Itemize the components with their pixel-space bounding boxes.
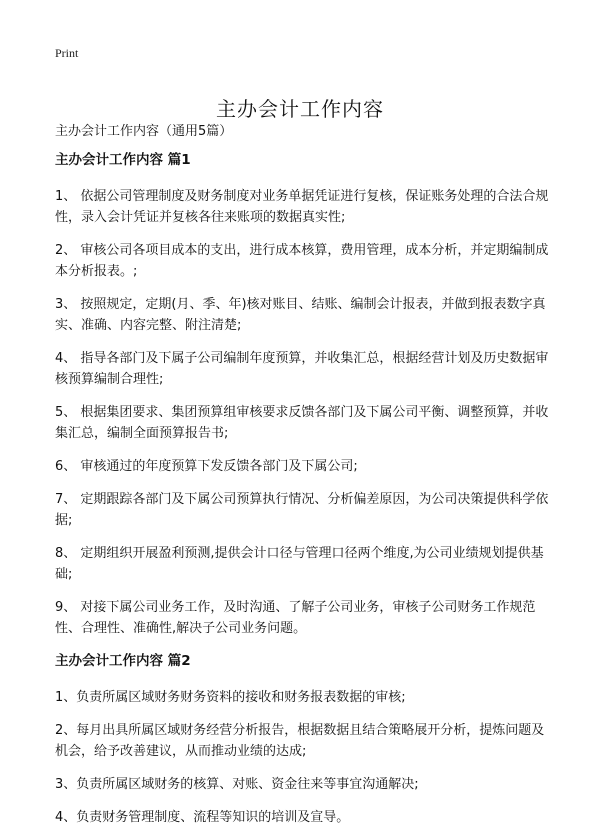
list-item: 3、 按照规定，定期(月、季、年)核对账目、结账、编制会计报表，并做到报表数字真实、准确、内容完整、附注清楚; <box>55 297 546 333</box>
list-item: 2、每月出具所属区域财务经营分析报告，根据数据且结合策略展开分析，提炼问题及机会，给予改善建议，从而推动业绩的达成; <box>55 723 545 759</box>
page-title: 主办会计工作内容 <box>216 97 384 122</box>
list-item: 3、负责所属区域财务的核算、对账、资金往来等事宜沟通解决; <box>55 777 419 792</box>
list-item: 4、负责财务管理制度、流程等知识的培训及宣导。 <box>55 810 350 825</box>
document-body <box>55 150 550 840</box>
list-item: 1、 依据公司管理制度及财务制度对业务单据凭证进行复核，保证账务处理的合法合规性，录入会计凭证并复核各往来账项的数据真实性; <box>55 189 549 225</box>
list-item: 6、 审核通过的年度预算下发反馈各部门及下属公司; <box>55 459 358 474</box>
section-2 <box>55 651 550 828</box>
section-heading: 主办会计工作内容 篇2 <box>55 653 191 669</box>
list-item: 7、 定期跟踪各部门及下属公司预算执行情况、分析偏差原因，为公司决策提供科学依据; <box>55 492 549 528</box>
section-heading: 主办会计工作内容 篇1 <box>55 152 191 168</box>
list-item: 1、负责所属区域财务财务资料的接收和财务报表数据的审核; <box>55 690 406 705</box>
list-item: 9、 对接下属公司业务工作，及时沟通、了解子公司业务，审核子公司财务工作规范性、合理性、准确性,解决子公司业务问题。 <box>55 600 536 636</box>
list-item: 5、 根据集团要求、集团预算组审核要求反馈各部门及下属公司平衡、调整预算，并收集汇总，编制全面预算报告书; <box>55 405 549 441</box>
print-label: Print <box>55 46 79 60</box>
list-item: 2、 审核公司各项目成本的支出，进行成本核算，费用管理，成本分析，并定期编制成本分析报表。; <box>55 243 549 279</box>
subtitle: 主办会计工作内容（通用5篇） <box>55 124 233 139</box>
list-item: 8、 定期组织开展盈利预测,提供会计口径与管理口径两个维度,为公司业绩规划提供基础; <box>55 546 544 582</box>
list-item: 4、 指导各部门及下属子公司编制年度预算，并收集汇总，根据经营计划及历史数据审核预算编制合理性; <box>55 351 549 387</box>
section-1 <box>55 150 550 639</box>
